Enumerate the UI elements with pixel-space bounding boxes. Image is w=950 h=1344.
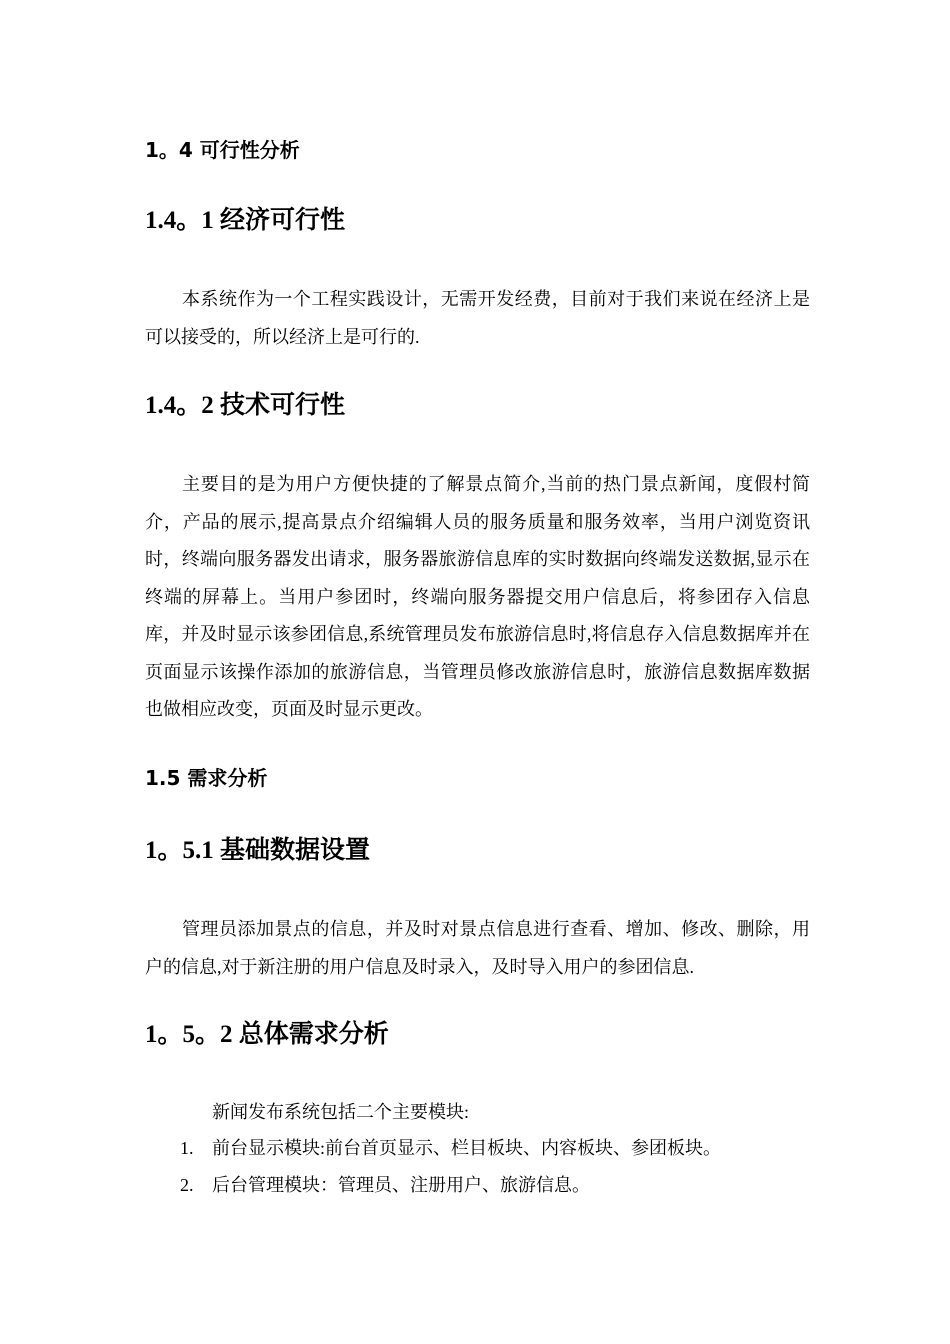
heading-1-4: 1。4 可行性分析 [145, 138, 300, 162]
paragraph-modules-intro: 新闻发布系统包括二个主要模块: [212, 1102, 469, 1122]
module-list [180, 1130, 721, 1204]
list-item [180, 1130, 721, 1167]
heading-1-5-2: 1。5。2 总体需求分析 [145, 1021, 389, 1048]
heading-1-5-1: 1。5.1 基础数据设置 [145, 837, 371, 864]
heading-1-4-1: 1.4。1 经济可行性 [145, 207, 346, 234]
heading-1-5: 1.5 需求分析 [145, 766, 268, 790]
list-item-number: 1. [180, 1138, 194, 1158]
paragraph-technical-feasibility: 主要目的是为用户方便快捷的了解景点简介,当前的热门景点新闻，度假村简介，产品的展示,提高景点介绍编辑人员的服务质量和服务效率，当用户浏览资讯时，终端向服务器发出请求，服务器旅游信息库的实时数据向终端发送数据,显示在终端的屏幕上。当用户参团时，终端向服务器提交用户信息后，将参团存入信息库，并及时显示该参团信息,系统管理员发布旅游信息时,将信息存入信息数据库并在页面显示该操作添加的旅游信息，当管理员修改旅游信息时，旅游信息数据库数据也做相应改变，页面及时显示更改。 [145, 474, 810, 719]
paragraph-economic-feasibility: 本系统作为一个工程实践设计，无需开发经费，目前对于我们来说在经济上是可以接受的，所以经济上是可行的. [145, 289, 810, 347]
list-item [180, 1167, 721, 1204]
heading-1-4-2: 1.4。2 技术可行性 [145, 392, 346, 419]
paragraph-basic-data: 管理员添加景点的信息，并及时对景点信息进行查看、增加、修改、删除，用户的信息,对于新注册的用户信息及时录入，及时导入用户的参团信息. [145, 919, 810, 977]
list-item-number: 2. [180, 1175, 194, 1195]
list-item-text: 后台管理模块：管理员、注册用户、旅游信息。 [212, 1175, 590, 1195]
list-item-text: 前台显示模块:前台首页显示、栏目板块、内容板块、参团板块。 [212, 1138, 721, 1158]
